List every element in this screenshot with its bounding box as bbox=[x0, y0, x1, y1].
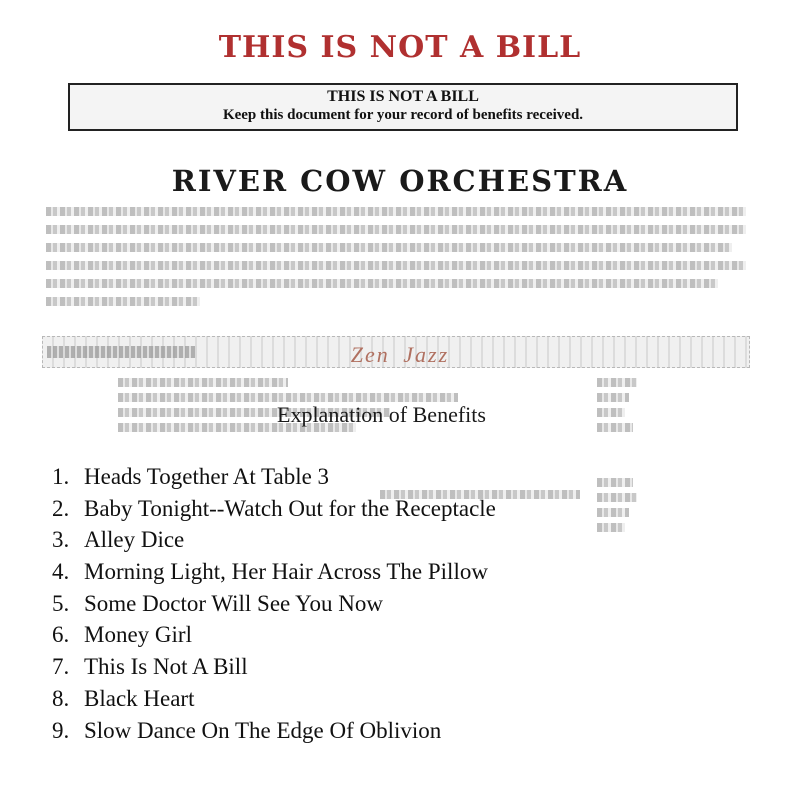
track-item: 6. Money Girl bbox=[52, 622, 192, 648]
artist-name: RIVER COW ORCHESTRA bbox=[171, 164, 629, 198]
notice-box bbox=[68, 83, 738, 131]
track-item: 9. Slow Dance On The Edge Of Oblivion bbox=[52, 717, 442, 743]
track-item: 5. Some Doctor Will See You Now bbox=[52, 590, 383, 616]
blurred-table-lower bbox=[597, 478, 637, 538]
section-title: Explanation of Benefits bbox=[277, 402, 486, 427]
track-title: Money Girl bbox=[84, 622, 192, 648]
track-title: Baby Tonight--Watch Out for the Receptacle bbox=[84, 495, 496, 521]
track-title: Morning Light, Her Hair Across The Pillow bbox=[84, 559, 488, 585]
track-title: Alley Dice bbox=[84, 527, 185, 553]
notice-line-2: Keep this document for your record of benefits received. bbox=[222, 107, 584, 123]
track-title: This Is Not A Bill bbox=[84, 654, 248, 680]
track-item: 1. Heads Together At Table 3 bbox=[52, 464, 330, 489]
track-title: Black Heart bbox=[84, 685, 195, 711]
track-item: 7. This Is Not A Bill bbox=[52, 654, 248, 680]
track-item: 3. Alley Dice bbox=[52, 527, 185, 553]
track-list bbox=[52, 461, 496, 746]
album-subtitle: Zen Jazz bbox=[350, 342, 450, 367]
notice-line-1: THIS IS NOT A BILL bbox=[327, 88, 479, 105]
track-title: Heads Together At Table 3 bbox=[84, 464, 330, 489]
track-title: Slow Dance On The Edge Of Oblivion bbox=[84, 717, 442, 743]
track-title: Some Doctor Will See You Now bbox=[84, 590, 383, 616]
track-item: 4. Morning Light, Her Hair Across The Pillow bbox=[52, 559, 488, 585]
page-title: THIS IS NOT A BILL bbox=[218, 30, 582, 65]
track-item: 2. Baby Tonight--Watch Out for the Receptacle bbox=[52, 495, 496, 521]
blurred-paragraph bbox=[46, 207, 746, 315]
track-item: 8. Black Heart bbox=[52, 685, 195, 711]
blurred-table-right bbox=[597, 378, 637, 438]
